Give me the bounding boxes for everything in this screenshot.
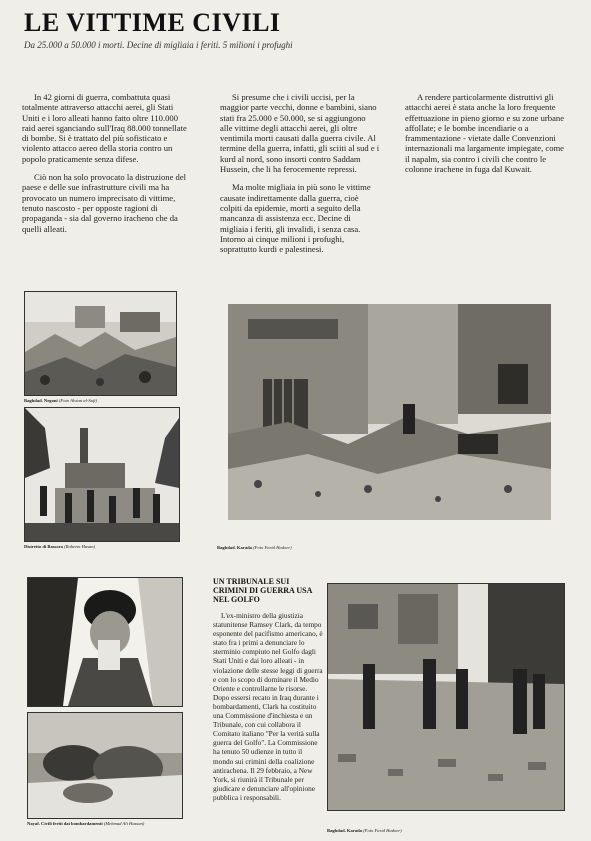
photo-street-people-karada <box>327 583 565 811</box>
photo-destroyed-house-karada <box>228 304 551 520</box>
photo-injured-man <box>27 577 183 707</box>
tribunal-sidebar <box>213 577 323 802</box>
photo-wounded-civilians <box>27 712 183 819</box>
photo-caption: Nayaf. Civili feriti dai bombardamenti (Mehmud Ali Hassan) <box>27 821 145 826</box>
photo-caption: Distretto di Bassora (Raheem Hasan) <box>24 544 96 549</box>
paragraph: Ma molte migliaia in più sono le vittime causate indirettamente dalla guerra, cioè colpiti da epidemie, morti a seguito della mancanza di assistenza ecc. Decine di migliaia i feriti, gli invalidi, i senza casa. Intorno ai cinque milioni i profughi, soprattutto kurdi e palestinesi. <box>220 182 371 255</box>
photo-caption: Baghdad. Karada (Foto Farid Hadoer) <box>327 828 402 833</box>
page-subtitle: Da 25.000 a 50.000 i morti. Decine di migliaia i feriti. 5 milioni i profughi <box>24 40 293 50</box>
paragraph: Si presume che i civili uccisi, per la maggior parte vecchi, donne e bambini, siano stati fra 25.000 e 50.000, se si aggiungono alle vittime degli attacchi aerei, gli oltre ventimila morti causati dalla guerra civile. Al termine della guerra, infatti, gli sciiti al sud e i kurd al nord, sono insorti contro Saddam Hussein, che li ha ferocemente repressi. <box>220 92 380 175</box>
text-column-3 <box>405 92 565 182</box>
paragraph: Ciò non ha solo provocato la distruzione del paese e delle sue infrastrutture civili ma ha provocato un numero imprecisato di vittime, tenuto nascosto - per opposte ragioni di propaganda - sia dal governo iracheno che da quelli alleati. <box>22 172 187 234</box>
photo-caption: Baghdad. Negoni (Foto Alvian al-Sufi) <box>24 398 98 403</box>
photo-caption: Baghdad. Karada (Foto Farid Hadoer) <box>217 545 292 550</box>
text-column-2 <box>220 92 380 262</box>
paragraph: A rendere particolarmente distruttivi gli attacchi aerei è stata anche la loro frequente effettuazione in pieno giorno e su zone urbane affollate; e le bombe incendiarie o a frammentazione - vietate dalle Convenzioni internazionali ma largamente impiegate, come il napalm, sia contro i civili che contro le colonne irachene in fuga dal Kuwait. <box>405 92 565 175</box>
page-title: LE VITTIME CIVILI <box>24 8 281 37</box>
paragraph: In 42 giorni di guerra, combattuta quasi totalmente attraverso attacchi aerei, gli Stati Uniti e i loro alleati hanno fatto oltre 110.000 raid aerei sganciando sull'Iraq 88.000 tonnellate di bombe. Si è trattato del più sofisticato e violento attacco aereo della storia contro un popolo praticamente senza difese. <box>22 92 187 164</box>
photo-rubble-baghdad <box>24 291 177 396</box>
photo-crowd-bassora <box>24 407 180 542</box>
text-column-1 <box>22 92 190 242</box>
sidebar-text: L'ex-ministro della giustizia statunitense Ramsey Clark, da tempo esponente del pacifismo americano, è stato fra i primi a denunciare lo sterminio compiuto nel Golfo dagli Stati Uniti e dai loro alleati - in violazione delle stesse leggi di guerra e con lo scopo di dominare il Medio Oriente e controllarne le risorse. Dopo essersi recato in Iraq durante i bombardamenti, Clark ha costituito una Commissione d'inchiesta e un Tribunale, con cui collabora il Comitato italiano "Per la verità sulla guerra del Golfo". La Commissione ha tenuto 50 udienze in tutto il mondo sui crimini della coalizione antirachena. Il 29 febbraio, a New York, si riunirà il Tribunale per giudicare e denunciare all'opinione pubblica i responsabili. <box>213 611 323 802</box>
sidebar-heading: UN TRIBUNALE SUI CRIMINI DI GUERRA USA NEL GOLFO <box>213 577 312 604</box>
